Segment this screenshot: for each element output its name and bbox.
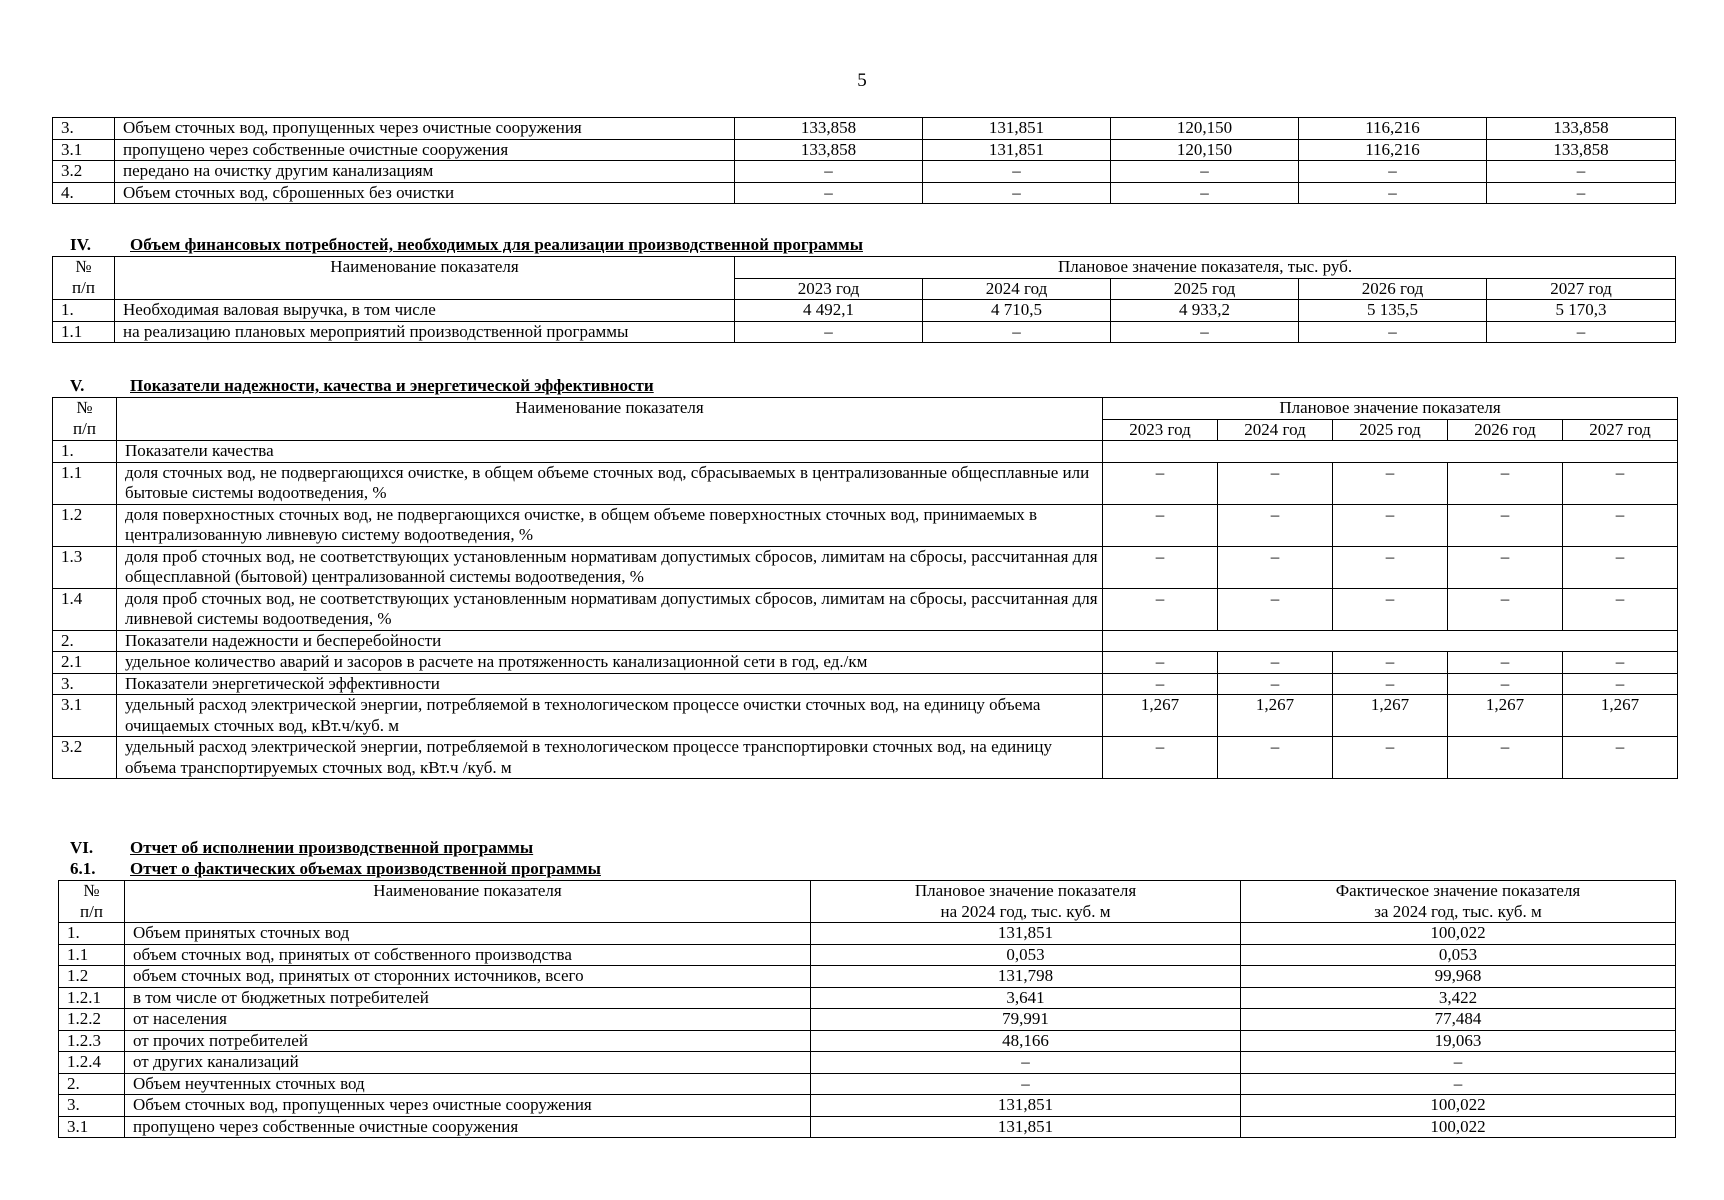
year-header: 2027 год bbox=[1563, 419, 1678, 441]
value-cell: 1,267 bbox=[1448, 695, 1563, 737]
table-row bbox=[53, 588, 1678, 630]
table-row bbox=[53, 652, 1678, 674]
year-header: 2025 год bbox=[1333, 419, 1448, 441]
value-cell: 1,267 bbox=[1103, 695, 1218, 737]
value-cell: – bbox=[1218, 504, 1333, 546]
header-plan: Плановое значение показателя на 2024 год, тыс. куб. м bbox=[811, 881, 1241, 923]
plan-value: – bbox=[811, 1073, 1241, 1095]
section-6-heading bbox=[70, 838, 533, 858]
value-cell: – bbox=[1218, 737, 1333, 779]
header-name: Наименование показателя bbox=[115, 257, 735, 300]
table-row bbox=[53, 673, 1678, 695]
value-cell: – bbox=[1103, 546, 1218, 588]
header-plan: Плановое значение показателя, тыс. руб. bbox=[735, 257, 1676, 279]
table-row bbox=[59, 923, 1676, 945]
row-name: доля проб сточных вод, не соответствующих установленным нормативам допустимых сбросов, лимитам на сбросы, рассчитанная для ливневой системы водоотведения, % bbox=[117, 588, 1103, 630]
header-plan: Плановое значение показателя bbox=[1103, 398, 1678, 420]
row-name: удельный расход электрической энергии, потребляемой в технологическом процессе транспортировки сточных вод, на единицу объема транспортируемых сточных вод, кВт.ч /куб. м bbox=[117, 737, 1103, 779]
value-cell: – bbox=[1448, 462, 1563, 504]
value-cell: – bbox=[1333, 462, 1448, 504]
value-cell: – bbox=[1218, 673, 1333, 695]
header-name: Наименование показателя bbox=[125, 881, 811, 923]
empty-cell bbox=[1103, 441, 1678, 463]
value-cell: – bbox=[1103, 673, 1218, 695]
fact-value: 77,484 bbox=[1241, 1009, 1676, 1031]
value-cell: – bbox=[735, 321, 923, 343]
plan-value: 0,053 bbox=[811, 944, 1241, 966]
value-cell: – bbox=[1487, 161, 1676, 183]
value-cell: 4 933,2 bbox=[1111, 300, 1299, 322]
row-name: на реализацию плановых мероприятий производственной программы bbox=[115, 321, 735, 343]
table-row bbox=[53, 300, 1676, 322]
row-name: от прочих потребителей bbox=[125, 1030, 811, 1052]
row-number: 2.1 bbox=[53, 652, 117, 674]
section-title: Показатели надежности, качества и энергетической эффективности bbox=[130, 376, 654, 395]
value-cell: – bbox=[1487, 182, 1676, 204]
row-number: 1.4 bbox=[53, 588, 117, 630]
value-cell: – bbox=[1299, 182, 1487, 204]
value-cell: – bbox=[1563, 673, 1678, 695]
value-cell: 116,216 bbox=[1299, 139, 1487, 161]
row-number: 2. bbox=[59, 1073, 125, 1095]
year-header: 2025 год bbox=[1111, 278, 1299, 300]
value-cell: 120,150 bbox=[1111, 118, 1299, 140]
value-cell: 5 135,5 bbox=[1299, 300, 1487, 322]
row-name: удельное количество аварий и засоров в расчете на протяженность канализационной сети в год, ед./км bbox=[117, 652, 1103, 674]
fact-value: – bbox=[1241, 1073, 1676, 1095]
section-number: V. bbox=[70, 376, 85, 395]
page-number: 5 bbox=[857, 70, 867, 91]
table-row bbox=[53, 139, 1676, 161]
row-name: Необходимая валовая выручка, в том числе bbox=[115, 300, 735, 322]
row-name: доля поверхностных сточных вод, не подвергающихся очистке, в общем объеме поверхностных сточных вод, принимаемых в централизованную ливневую систему водоотведения, % bbox=[117, 504, 1103, 546]
table-row bbox=[53, 737, 1678, 779]
table-row bbox=[59, 1009, 1676, 1031]
value-cell: – bbox=[1299, 321, 1487, 343]
value-cell: – bbox=[1333, 652, 1448, 674]
value-cell: 1,267 bbox=[1563, 695, 1678, 737]
table-row bbox=[59, 1095, 1676, 1117]
row-name: удельный расход электрической энергии, потребляемой в технологическом процессе очистки сточных вод, на единицу объема очищаемых сточных вод, кВт.ч/куб. м bbox=[117, 695, 1103, 737]
value-cell: – bbox=[923, 161, 1111, 183]
value-cell: – bbox=[1333, 588, 1448, 630]
row-name: передано на очистку другим канализациям bbox=[115, 161, 735, 183]
year-header: 2026 год bbox=[1299, 278, 1487, 300]
fact-value: 19,063 bbox=[1241, 1030, 1676, 1052]
row-number: 4. bbox=[53, 182, 115, 204]
value-cell: – bbox=[1448, 588, 1563, 630]
table-row bbox=[53, 546, 1678, 588]
empty-cell bbox=[1103, 630, 1678, 652]
year-header: 2024 год bbox=[1218, 419, 1333, 441]
plan-value: 131,851 bbox=[811, 923, 1241, 945]
header-num: № п/п bbox=[59, 881, 125, 923]
year-header: 2024 год bbox=[923, 278, 1111, 300]
table-row bbox=[53, 462, 1678, 504]
value-cell: – bbox=[1448, 652, 1563, 674]
plan-value: 48,166 bbox=[811, 1030, 1241, 1052]
row-name: объем сточных вод, принятых от сторонних источников, всего bbox=[125, 966, 811, 988]
row-name: Объем неучтенных сточных вод bbox=[125, 1073, 811, 1095]
row-number: 3. bbox=[59, 1095, 125, 1117]
row-number: 3.2 bbox=[53, 161, 115, 183]
value-cell: – bbox=[1218, 588, 1333, 630]
row-number: 3. bbox=[53, 673, 117, 695]
value-cell: 1,267 bbox=[1218, 695, 1333, 737]
table-row bbox=[53, 695, 1678, 737]
year-header: 2026 год bbox=[1448, 419, 1563, 441]
row-name: Объем сточных вод, пропущенных через очистные сооружения bbox=[115, 118, 735, 140]
table-row bbox=[59, 1073, 1676, 1095]
year-header: 2023 год bbox=[1103, 419, 1218, 441]
row-name: Объем принятых сточных вод bbox=[125, 923, 811, 945]
value-cell: 133,858 bbox=[735, 118, 923, 140]
value-cell: – bbox=[1103, 652, 1218, 674]
value-cell: – bbox=[1333, 737, 1448, 779]
fact-value: 3,422 bbox=[1241, 987, 1676, 1009]
value-cell: – bbox=[1563, 737, 1678, 779]
value-cell: – bbox=[1103, 462, 1218, 504]
table-row bbox=[53, 441, 1678, 463]
quality-indicators-table bbox=[52, 397, 1678, 779]
value-cell: – bbox=[1448, 673, 1563, 695]
plan-value: 131,851 bbox=[811, 1095, 1241, 1117]
row-name: Объем сточных вод, сброшенных без очистки bbox=[115, 182, 735, 204]
table-row bbox=[59, 1030, 1676, 1052]
subsection-number: 6.1. bbox=[70, 859, 96, 878]
value-cell: – bbox=[1299, 161, 1487, 183]
row-number: 1.2.1 bbox=[59, 987, 125, 1009]
plan-value: – bbox=[811, 1052, 1241, 1074]
table-row bbox=[53, 630, 1678, 652]
fact-value: 100,022 bbox=[1241, 1116, 1676, 1138]
value-cell: – bbox=[1563, 546, 1678, 588]
fact-value: 100,022 bbox=[1241, 923, 1676, 945]
row-name: Показатели энергетической эффективности bbox=[117, 673, 1103, 695]
row-number: 1.2 bbox=[53, 504, 117, 546]
fact-value: 100,022 bbox=[1241, 1095, 1676, 1117]
table-row bbox=[59, 944, 1676, 966]
row-name: доля проб сточных вод, не соответствующих установленным нормативам допустимых сбросов, лимитам на сбросы, рассчитанная для общесплавной (бытовой) централизованной системы водоотведения, % bbox=[117, 546, 1103, 588]
volumes-table-continued bbox=[52, 117, 1676, 204]
row-number: 3.1 bbox=[53, 695, 117, 737]
value-cell: 1,267 bbox=[1333, 695, 1448, 737]
plan-value: 79,991 bbox=[811, 1009, 1241, 1031]
row-number: 1.1 bbox=[59, 944, 125, 966]
value-cell: 133,858 bbox=[735, 139, 923, 161]
value-cell: – bbox=[1103, 588, 1218, 630]
value-cell: – bbox=[1563, 652, 1678, 674]
plan-value: 131,798 bbox=[811, 966, 1241, 988]
section-5-heading bbox=[70, 376, 654, 396]
table-row bbox=[59, 987, 1676, 1009]
fact-value: 0,053 bbox=[1241, 944, 1676, 966]
value-cell: 5 170,3 bbox=[1487, 300, 1676, 322]
value-cell: – bbox=[1218, 652, 1333, 674]
table-row bbox=[59, 1052, 1676, 1074]
section-number: IV. bbox=[70, 235, 91, 254]
value-cell: – bbox=[1333, 504, 1448, 546]
fact-value: – bbox=[1241, 1052, 1676, 1074]
row-number: 3.2 bbox=[53, 737, 117, 779]
value-cell: – bbox=[923, 182, 1111, 204]
table-row bbox=[53, 504, 1678, 546]
value-cell: – bbox=[1563, 462, 1678, 504]
section-title: Отчет об исполнении производственной программы bbox=[130, 838, 534, 857]
value-cell: 131,851 bbox=[923, 118, 1111, 140]
row-number: 1.2.4 bbox=[59, 1052, 125, 1074]
table-row bbox=[53, 182, 1676, 204]
value-cell: – bbox=[1111, 321, 1299, 343]
row-name: пропущено через собственные очистные сооружения bbox=[125, 1116, 811, 1138]
value-cell: 131,851 bbox=[923, 139, 1111, 161]
section-6-1-heading bbox=[70, 859, 601, 879]
section-number: VI. bbox=[70, 838, 94, 857]
value-cell: – bbox=[1448, 546, 1563, 588]
table-row bbox=[53, 321, 1676, 343]
subsection-title: Отчет о фактических объемах производственной программы bbox=[130, 859, 601, 878]
value-cell: – bbox=[1218, 546, 1333, 588]
row-number: 1.2.2 bbox=[59, 1009, 125, 1031]
value-cell: – bbox=[1487, 321, 1676, 343]
value-cell: – bbox=[1563, 504, 1678, 546]
row-number: 1. bbox=[59, 923, 125, 945]
header-fact: Фактическое значение показателя за 2024 год, тыс. куб. м bbox=[1241, 881, 1676, 923]
table-row bbox=[59, 1116, 1676, 1138]
section-title: Объем финансовых потребностей, необходимых для реализации производственной программы bbox=[130, 235, 863, 254]
value-cell: 133,858 bbox=[1487, 118, 1676, 140]
value-cell: – bbox=[735, 182, 923, 204]
row-number: 1.2.3 bbox=[59, 1030, 125, 1052]
row-number: 1.2 bbox=[59, 966, 125, 988]
row-name: объем сточных вод, принятых от собственного производства bbox=[125, 944, 811, 966]
row-number: 3.1 bbox=[53, 139, 115, 161]
row-number: 1.3 bbox=[53, 546, 117, 588]
row-number: 1. bbox=[53, 300, 115, 322]
plan-value: 3,641 bbox=[811, 987, 1241, 1009]
value-cell: – bbox=[1103, 737, 1218, 779]
value-cell: – bbox=[1218, 462, 1333, 504]
row-name: от населения bbox=[125, 1009, 811, 1031]
table-row bbox=[53, 161, 1676, 183]
row-name: Показатели качества bbox=[117, 441, 1103, 463]
value-cell: – bbox=[735, 161, 923, 183]
value-cell: 4 710,5 bbox=[923, 300, 1111, 322]
value-cell: – bbox=[1448, 504, 1563, 546]
value-cell: 4 492,1 bbox=[735, 300, 923, 322]
header-num: № п/п bbox=[53, 398, 117, 441]
actual-volumes-table bbox=[58, 880, 1676, 1138]
row-name: в том числе от бюджетных потребителей bbox=[125, 987, 811, 1009]
financial-needs-table bbox=[52, 256, 1676, 343]
row-number: 3. bbox=[53, 118, 115, 140]
value-cell: 133,858 bbox=[1487, 139, 1676, 161]
value-cell: – bbox=[1111, 161, 1299, 183]
row-name: доля сточных вод, не подвергающихся очистке, в общем объеме сточных вод, сбрасываемых в централизованные общесплавные или бытовые системы водоотведения, % bbox=[117, 462, 1103, 504]
row-name: Показатели надежности и бесперебойности bbox=[117, 630, 1103, 652]
row-number: 2. bbox=[53, 630, 117, 652]
value-cell: 116,216 bbox=[1299, 118, 1487, 140]
header-name: Наименование показателя bbox=[117, 398, 1103, 441]
row-number: 1.1 bbox=[53, 321, 115, 343]
table-row bbox=[53, 118, 1676, 140]
value-cell: 120,150 bbox=[1111, 139, 1299, 161]
fact-value: 99,968 bbox=[1241, 966, 1676, 988]
section-4-heading bbox=[70, 235, 863, 255]
year-header: 2023 год bbox=[735, 278, 923, 300]
value-cell: – bbox=[1333, 546, 1448, 588]
row-number: 1. bbox=[53, 441, 117, 463]
row-name: Объем сточных вод, пропущенных через очистные сооружения bbox=[125, 1095, 811, 1117]
table-row bbox=[59, 966, 1676, 988]
header-num: № п/п bbox=[53, 257, 115, 300]
year-header: 2027 год bbox=[1487, 278, 1676, 300]
value-cell: – bbox=[1333, 673, 1448, 695]
row-name: пропущено через собственные очистные сооружения bbox=[115, 139, 735, 161]
row-number: 3.1 bbox=[59, 1116, 125, 1138]
value-cell: – bbox=[1563, 588, 1678, 630]
value-cell: – bbox=[1448, 737, 1563, 779]
value-cell: – bbox=[1111, 182, 1299, 204]
value-cell: – bbox=[923, 321, 1111, 343]
plan-value: 131,851 bbox=[811, 1116, 1241, 1138]
row-number: 1.1 bbox=[53, 462, 117, 504]
value-cell: – bbox=[1103, 504, 1218, 546]
row-name: от других канализаций bbox=[125, 1052, 811, 1074]
